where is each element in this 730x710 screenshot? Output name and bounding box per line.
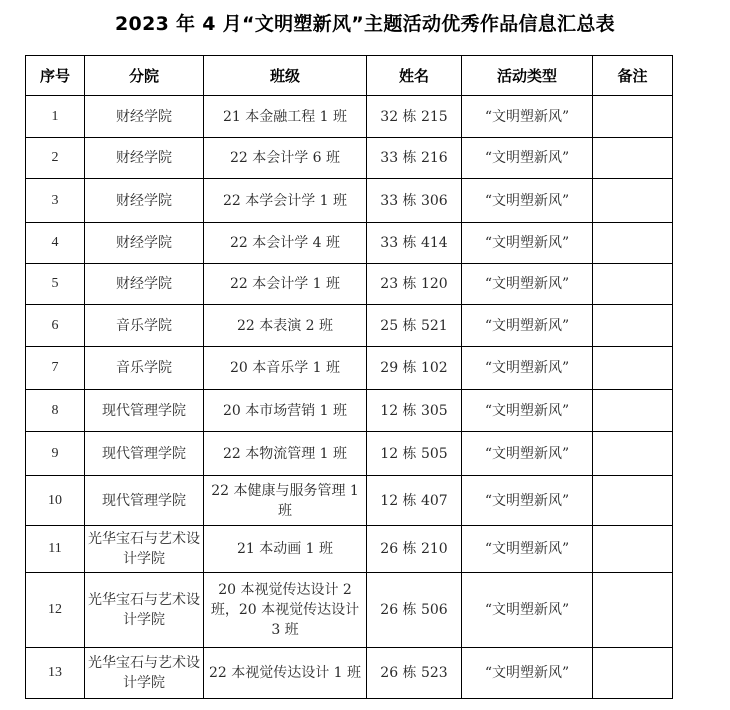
table-body (26, 96, 673, 699)
class-cell: 21 本金融工程 1 班 (204, 96, 367, 138)
note-cell (593, 305, 673, 347)
college-cell: 音乐学院 (85, 347, 204, 390)
table-row (26, 526, 673, 573)
row-number-cell: 5 (26, 264, 85, 305)
class-cell: 20 本音乐学 1 班 (204, 347, 367, 390)
class-cell: 22 本物流管理 1 班 (204, 432, 367, 476)
note-cell (593, 264, 673, 305)
row-number-cell: 10 (26, 476, 85, 526)
row-number-cell: 11 (26, 526, 85, 573)
class-cell: 22 本表演 2 班 (204, 305, 367, 347)
note-cell (593, 347, 673, 390)
name-cell: 33 栋 306 (367, 179, 462, 223)
activity-type-cell: “文明塑新风” (462, 347, 593, 390)
activity-type-cell: “文明塑新风” (462, 138, 593, 179)
activity-type-cell: “文明塑新风” (462, 264, 593, 305)
college-cell: 财经学院 (85, 223, 204, 264)
name-cell: 26 栋 506 (367, 573, 462, 648)
name-cell: 12 栋 407 (367, 476, 462, 526)
class-cell: 22 本健康与服务管理 1 班 (204, 476, 367, 526)
note-cell (593, 526, 673, 573)
row-number-cell: 1 (26, 96, 85, 138)
row-number-cell: 12 (26, 573, 85, 648)
class-cell: 22 本视觉传达设计 1 班 (204, 648, 367, 699)
class-cell: 20 本视觉传达设计 2 班，20 本视觉传达设计 3 班 (204, 573, 367, 648)
note-cell (593, 573, 673, 648)
class-cell: 22 本会计学 4 班 (204, 223, 367, 264)
name-cell: 12 栋 305 (367, 390, 462, 432)
table-row (26, 264, 673, 305)
class-cell: 21 本动画 1 班 (204, 526, 367, 573)
college-cell: 现代管理学院 (85, 390, 204, 432)
table-row (26, 347, 673, 390)
name-cell: 26 栋 523 (367, 648, 462, 699)
class-cell: 22 本会计学 6 班 (204, 138, 367, 179)
name-cell: 23 栋 120 (367, 264, 462, 305)
note-cell (593, 432, 673, 476)
name-cell: 12 栋 505 (367, 432, 462, 476)
name-cell: 33 栋 216 (367, 138, 462, 179)
table-row (26, 96, 673, 138)
activity-type-cell: “文明塑新风” (462, 648, 593, 699)
table-header-row (26, 56, 673, 96)
row-number-cell: 7 (26, 347, 85, 390)
class-cell: 20 本市场营销 1 班 (204, 390, 367, 432)
note-cell (593, 648, 673, 699)
name-cell: 25 栋 521 (367, 305, 462, 347)
activity-type-cell: “文明塑新风” (462, 390, 593, 432)
activity-type-cell: “文明塑新风” (462, 223, 593, 264)
row-number-cell: 13 (26, 648, 85, 699)
row-number-cell: 6 (26, 305, 85, 347)
note-cell (593, 138, 673, 179)
activity-type-cell: “文明塑新风” (462, 476, 593, 526)
name-cell: 29 栋 102 (367, 347, 462, 390)
college-cell: 财经学院 (85, 179, 204, 223)
summary-table (25, 55, 673, 699)
table-row (26, 179, 673, 223)
activity-type-cell: “文明塑新风” (462, 179, 593, 223)
college-cell: 光华宝石与艺术设计学院 (85, 526, 204, 573)
activity-type-cell: “文明塑新风” (462, 573, 593, 648)
note-cell (593, 223, 673, 264)
header-cell: 序号 (26, 56, 85, 96)
college-cell: 现代管理学院 (85, 476, 204, 526)
note-cell (593, 476, 673, 526)
activity-type-cell: “文明塑新风” (462, 96, 593, 138)
table-row (26, 305, 673, 347)
college-cell: 现代管理学院 (85, 432, 204, 476)
college-cell: 音乐学院 (85, 305, 204, 347)
table-row (26, 138, 673, 179)
header-cell: 姓名 (367, 56, 462, 96)
class-cell: 22 本学会计学 1 班 (204, 179, 367, 223)
header-cell: 分院 (85, 56, 204, 96)
table-row (26, 573, 673, 648)
row-number-cell: 3 (26, 179, 85, 223)
table-row (26, 432, 673, 476)
note-cell (593, 96, 673, 138)
document-title: 2023 年 4 月“文明塑新风”主题活动优秀作品信息汇总表 (115, 13, 615, 35)
name-cell: 33 栋 414 (367, 223, 462, 264)
college-cell: 财经学院 (85, 96, 204, 138)
activity-type-cell: “文明塑新风” (462, 305, 593, 347)
note-cell (593, 390, 673, 432)
table-row (26, 223, 673, 264)
activity-type-cell: “文明塑新风” (462, 526, 593, 573)
row-number-cell: 8 (26, 390, 85, 432)
table-row (26, 390, 673, 432)
header-cell: 备注 (593, 56, 673, 96)
name-cell: 32 栋 215 (367, 96, 462, 138)
header-cell: 班级 (204, 56, 367, 96)
table-row (26, 476, 673, 526)
header-cell: 活动类型 (462, 56, 593, 96)
college-cell: 光华宝石与艺术设计学院 (85, 573, 204, 648)
college-cell: 财经学院 (85, 138, 204, 179)
college-cell: 财经学院 (85, 264, 204, 305)
college-cell: 光华宝石与艺术设计学院 (85, 648, 204, 699)
row-number-cell: 9 (26, 432, 85, 476)
row-number-cell: 4 (26, 223, 85, 264)
class-cell: 22 本会计学 1 班 (204, 264, 367, 305)
note-cell (593, 179, 673, 223)
activity-type-cell: “文明塑新风” (462, 432, 593, 476)
name-cell: 26 栋 210 (367, 526, 462, 573)
table-row (26, 648, 673, 699)
row-number-cell: 2 (26, 138, 85, 179)
